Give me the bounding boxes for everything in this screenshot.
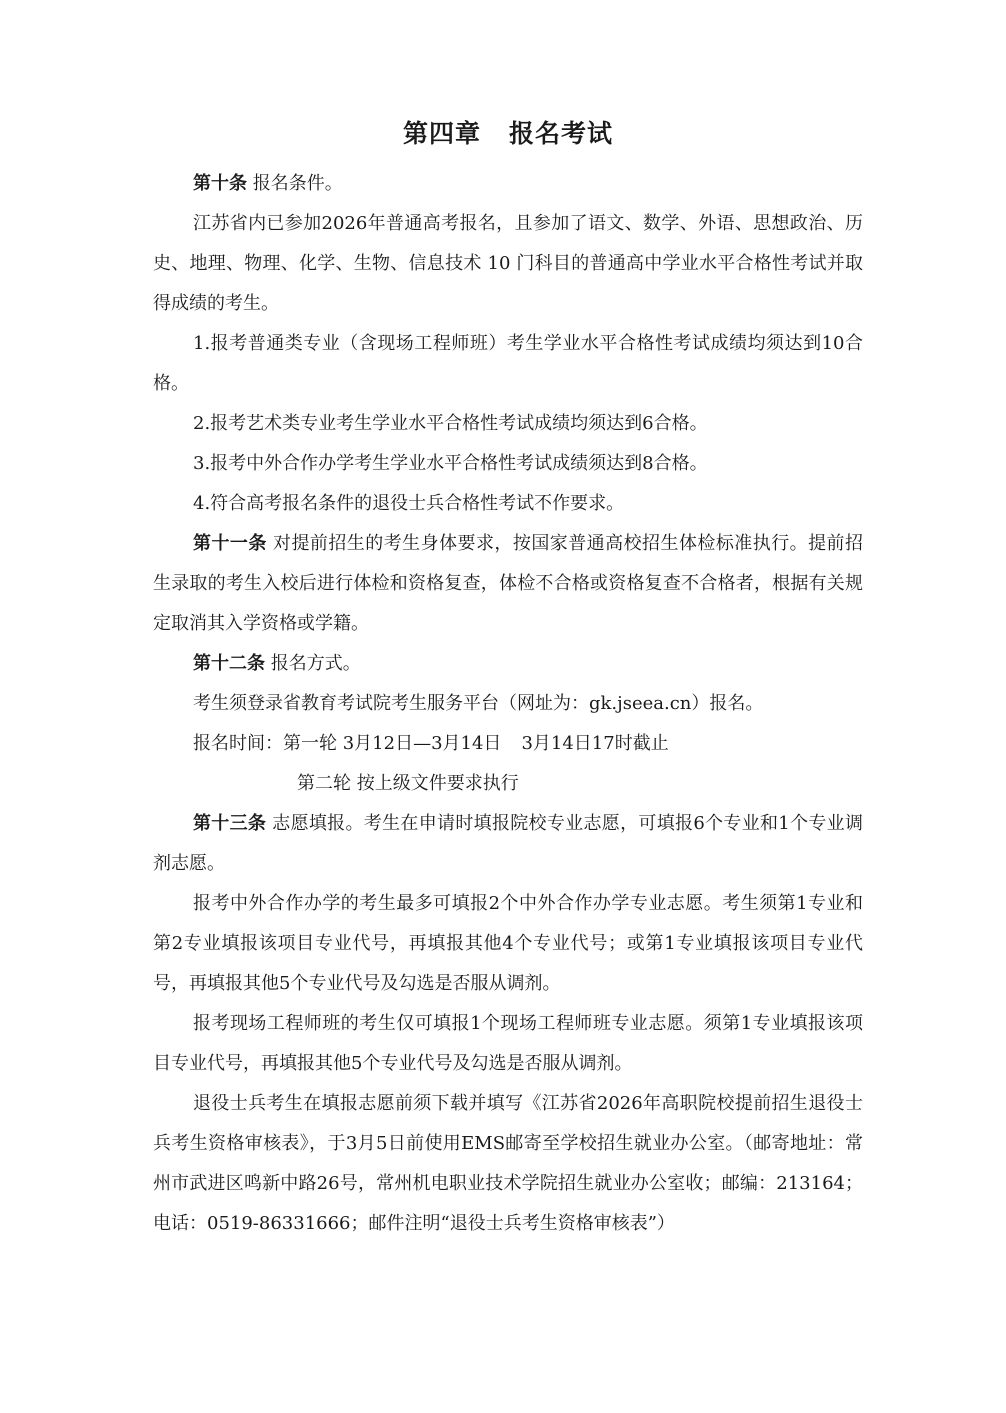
article-12-heading (153, 644, 863, 684)
article-10-heading (153, 164, 863, 204)
article-10-item: 3.报考中外合作办学考生学业水平合格性考试成绩须达到8合格。 (193, 453, 708, 474)
chapter-name: 报名考试 (509, 119, 614, 148)
article-text: 对提前招生的考生身体要求，按国家普通高校招生体检标准执行。提前招生录取的考生入校后进行体检和资格复查，体检不合格或资格复查不合格者，根据有关规定取消其入学资格或学籍。 (153, 533, 864, 634)
chapter-number: 第四章 (402, 119, 481, 148)
article-10-intro: 江苏省内已参加2026年普通高考报名，且参加了语文、数学、外语、思想政治、历史、地理、物理、化学、生物、信息技术 10 门科目的普通高中学业水平合格性考试并取得成绩的考生。 (153, 213, 863, 314)
round-1: 第一轮 3月12日—3月14日 (283, 733, 502, 754)
article-10-item: 4.符合高考报名条件的退役士兵合格性考试不作要求。 (193, 493, 625, 514)
round-2: 第二轮 按上级文件要求执行 (297, 773, 519, 794)
article-label: 第十二条 (193, 653, 265, 674)
article-label: 第十三条 (193, 813, 267, 834)
article-text: 志愿填报。考生在申请时填报院校专业志愿，可填报6个专业和1个专业调剂志愿。 (153, 813, 863, 874)
article-13-paragraph: 报考现场工程师班的考生仅可填报1个现场工程师班专业志愿。须第1专业填报该项目专业代号，再填报其他5个专业代号及勾选是否服从调剂。 (153, 1013, 863, 1074)
article-label: 第十一条 (193, 533, 267, 554)
article-13 (153, 804, 863, 884)
document-body (153, 164, 863, 1244)
round-1-deadline: 3月14日17时截止 (521, 733, 669, 754)
article-10-item: 2.报考艺术类专业考生学业水平合格性考试成绩均须达到6合格。 (193, 413, 708, 434)
article-13-paragraph: 退役士兵考生在填报志愿前须下载并填写《江苏省2026年高职院校提前招生退役士兵考生资格审核表》，于3月5日前使用EMS邮寄至学校招生就业办公室。（邮寄地址：常州市武进区鸣新中路26号，常州机电职业技术学院招生就业办公室收；邮编：213164；电话：0519-86331666；邮件注明“退役士兵考生资格审核表”） (153, 1093, 863, 1234)
article-heading-text: 报名条件。 (252, 173, 343, 194)
article-12-time (153, 724, 863, 764)
article-12-platform: 考生须登录省教育考试院考生服务平台（网址为：gk.jseea.cn）报名。 (193, 693, 764, 714)
article-11 (153, 524, 863, 644)
time-label: 报名时间： (193, 733, 283, 754)
article-heading-text: 报名方式。 (270, 653, 361, 674)
article-10-item: 1.报考普通类专业（含现场工程师班）考生学业水平合格性考试成绩均须达到10合格。 (153, 333, 863, 394)
chapter-title (0, 112, 1006, 156)
article-13-paragraph: 报考中外合作办学的考生最多可填报2个中外合作办学专业志愿。考生须第1专业和第2专业填报该项目专业代号，再填报其他4个专业代号；或第1专业填报该项目专业代号，再填报其他5个专业代号及勾选是否服从调剂。 (153, 893, 863, 994)
article-label: 第十条 (193, 173, 247, 194)
